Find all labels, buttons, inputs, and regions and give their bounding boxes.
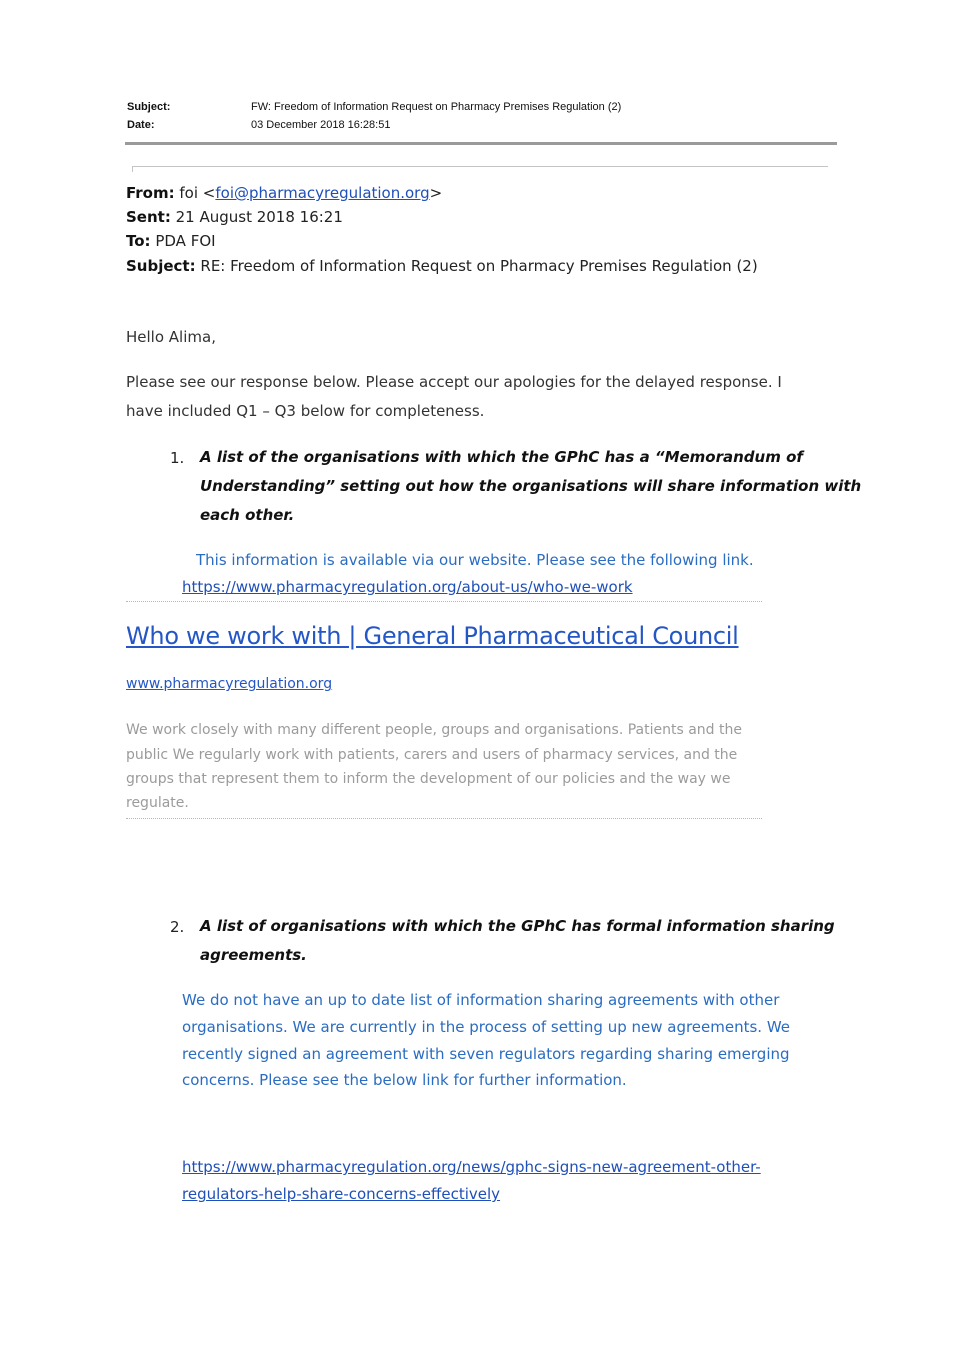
question-2-line-1: A list of organisations with which the GPhC has formal information sharing — [200, 917, 835, 935]
subject-label: Subject: — [126, 257, 196, 275]
greeting: Hello Alima, — [126, 328, 216, 346]
question-1-line-3: each other. — [200, 506, 295, 524]
message-to-row — [126, 232, 216, 250]
answer-2-line-2: organisations. We are currently in the process of setting up new agreements. We — [182, 1018, 791, 1036]
answer-1-text: This information is available via our website. Please see the following link. — [196, 551, 754, 569]
preview-domain-link[interactable]: www.pharmacyregulation.org — [126, 676, 333, 692]
intro-line-2: have included Q1 – Q3 below for completeness. — [126, 402, 485, 420]
question-1-line-2: Understanding” setting out how the organisations will share information with — [200, 477, 862, 495]
print-header-date-value: 03 December 2018 16:28:51 — [251, 119, 391, 131]
print-header-subject-value: FW: Freedom of Information Request on Pharmacy Premises Regulation (2) — [251, 101, 622, 113]
message-divider-tick — [132, 166, 133, 172]
answer-1-link[interactable]: https://www.pharmacyregulation.org/about-us/who-we-work — [182, 578, 633, 596]
sent-label: Sent: — [126, 208, 171, 226]
preview-bottom-border — [126, 818, 762, 819]
preview-title-link[interactable]: Who we work with | General Pharmaceutical Council — [126, 622, 739, 650]
intro-line-1: Please see our response below. Please accept our apologies for the delayed response. I — [126, 373, 782, 391]
to-value: PDA FOI — [155, 232, 216, 250]
preview-top-border — [126, 601, 762, 602]
answer-2-link-line-2[interactable]: regulators-help-share-concerns-effectively — [182, 1185, 501, 1203]
answer-2-line-4: concerns. Please see the below link for further information. — [182, 1071, 627, 1089]
message-subject-row — [126, 257, 758, 275]
question-1-line-1: A list of the organisations with which the GPhC has a “Memorandum of — [200, 448, 803, 466]
subject-value: RE: Freedom of Information Request on Pharmacy Premises Regulation (2) — [200, 257, 758, 275]
question-1-number: 1. — [170, 449, 185, 467]
preview-description-line-3: groups that represent them to inform the development of our policies and the way we — [126, 771, 731, 787]
message-sent-row — [126, 208, 343, 226]
answer-2-line-1: We do not have an up to date list of information sharing agreements with other — [182, 991, 780, 1009]
header-divider — [125, 142, 837, 145]
answer-2-link-line-1[interactable]: https://www.pharmacyregulation.org/news/gphc-signs-new-agreement-other- — [182, 1158, 761, 1176]
from-label: From: — [126, 184, 175, 202]
question-2-line-2: agreements. — [200, 946, 307, 964]
sent-value: 21 August 2018 16:21 — [175, 208, 343, 226]
question-2-number: 2. — [170, 918, 185, 936]
print-header-date-label: Date: — [127, 119, 155, 131]
from-name: foi < — [179, 184, 216, 202]
answer-2-line-3: recently signed an agreement with seven regulators regarding sharing emerging — [182, 1045, 790, 1063]
to-label: To: — [126, 232, 151, 250]
preview-description-line-2: public We regularly work with patients, carers and users of pharmacy services, and the — [126, 747, 738, 763]
print-header-subject-label: Subject: — [127, 101, 171, 113]
preview-description-line-1: We work closely with many different people, groups and organisations. Patients and the — [126, 722, 742, 738]
message-divider — [132, 166, 828, 167]
from-close: > — [429, 184, 443, 202]
preview-description-line-4: regulate. — [126, 795, 189, 811]
message-from-row — [126, 184, 442, 202]
from-email-link[interactable]: foi@pharmacyregulation.org — [215, 184, 430, 202]
